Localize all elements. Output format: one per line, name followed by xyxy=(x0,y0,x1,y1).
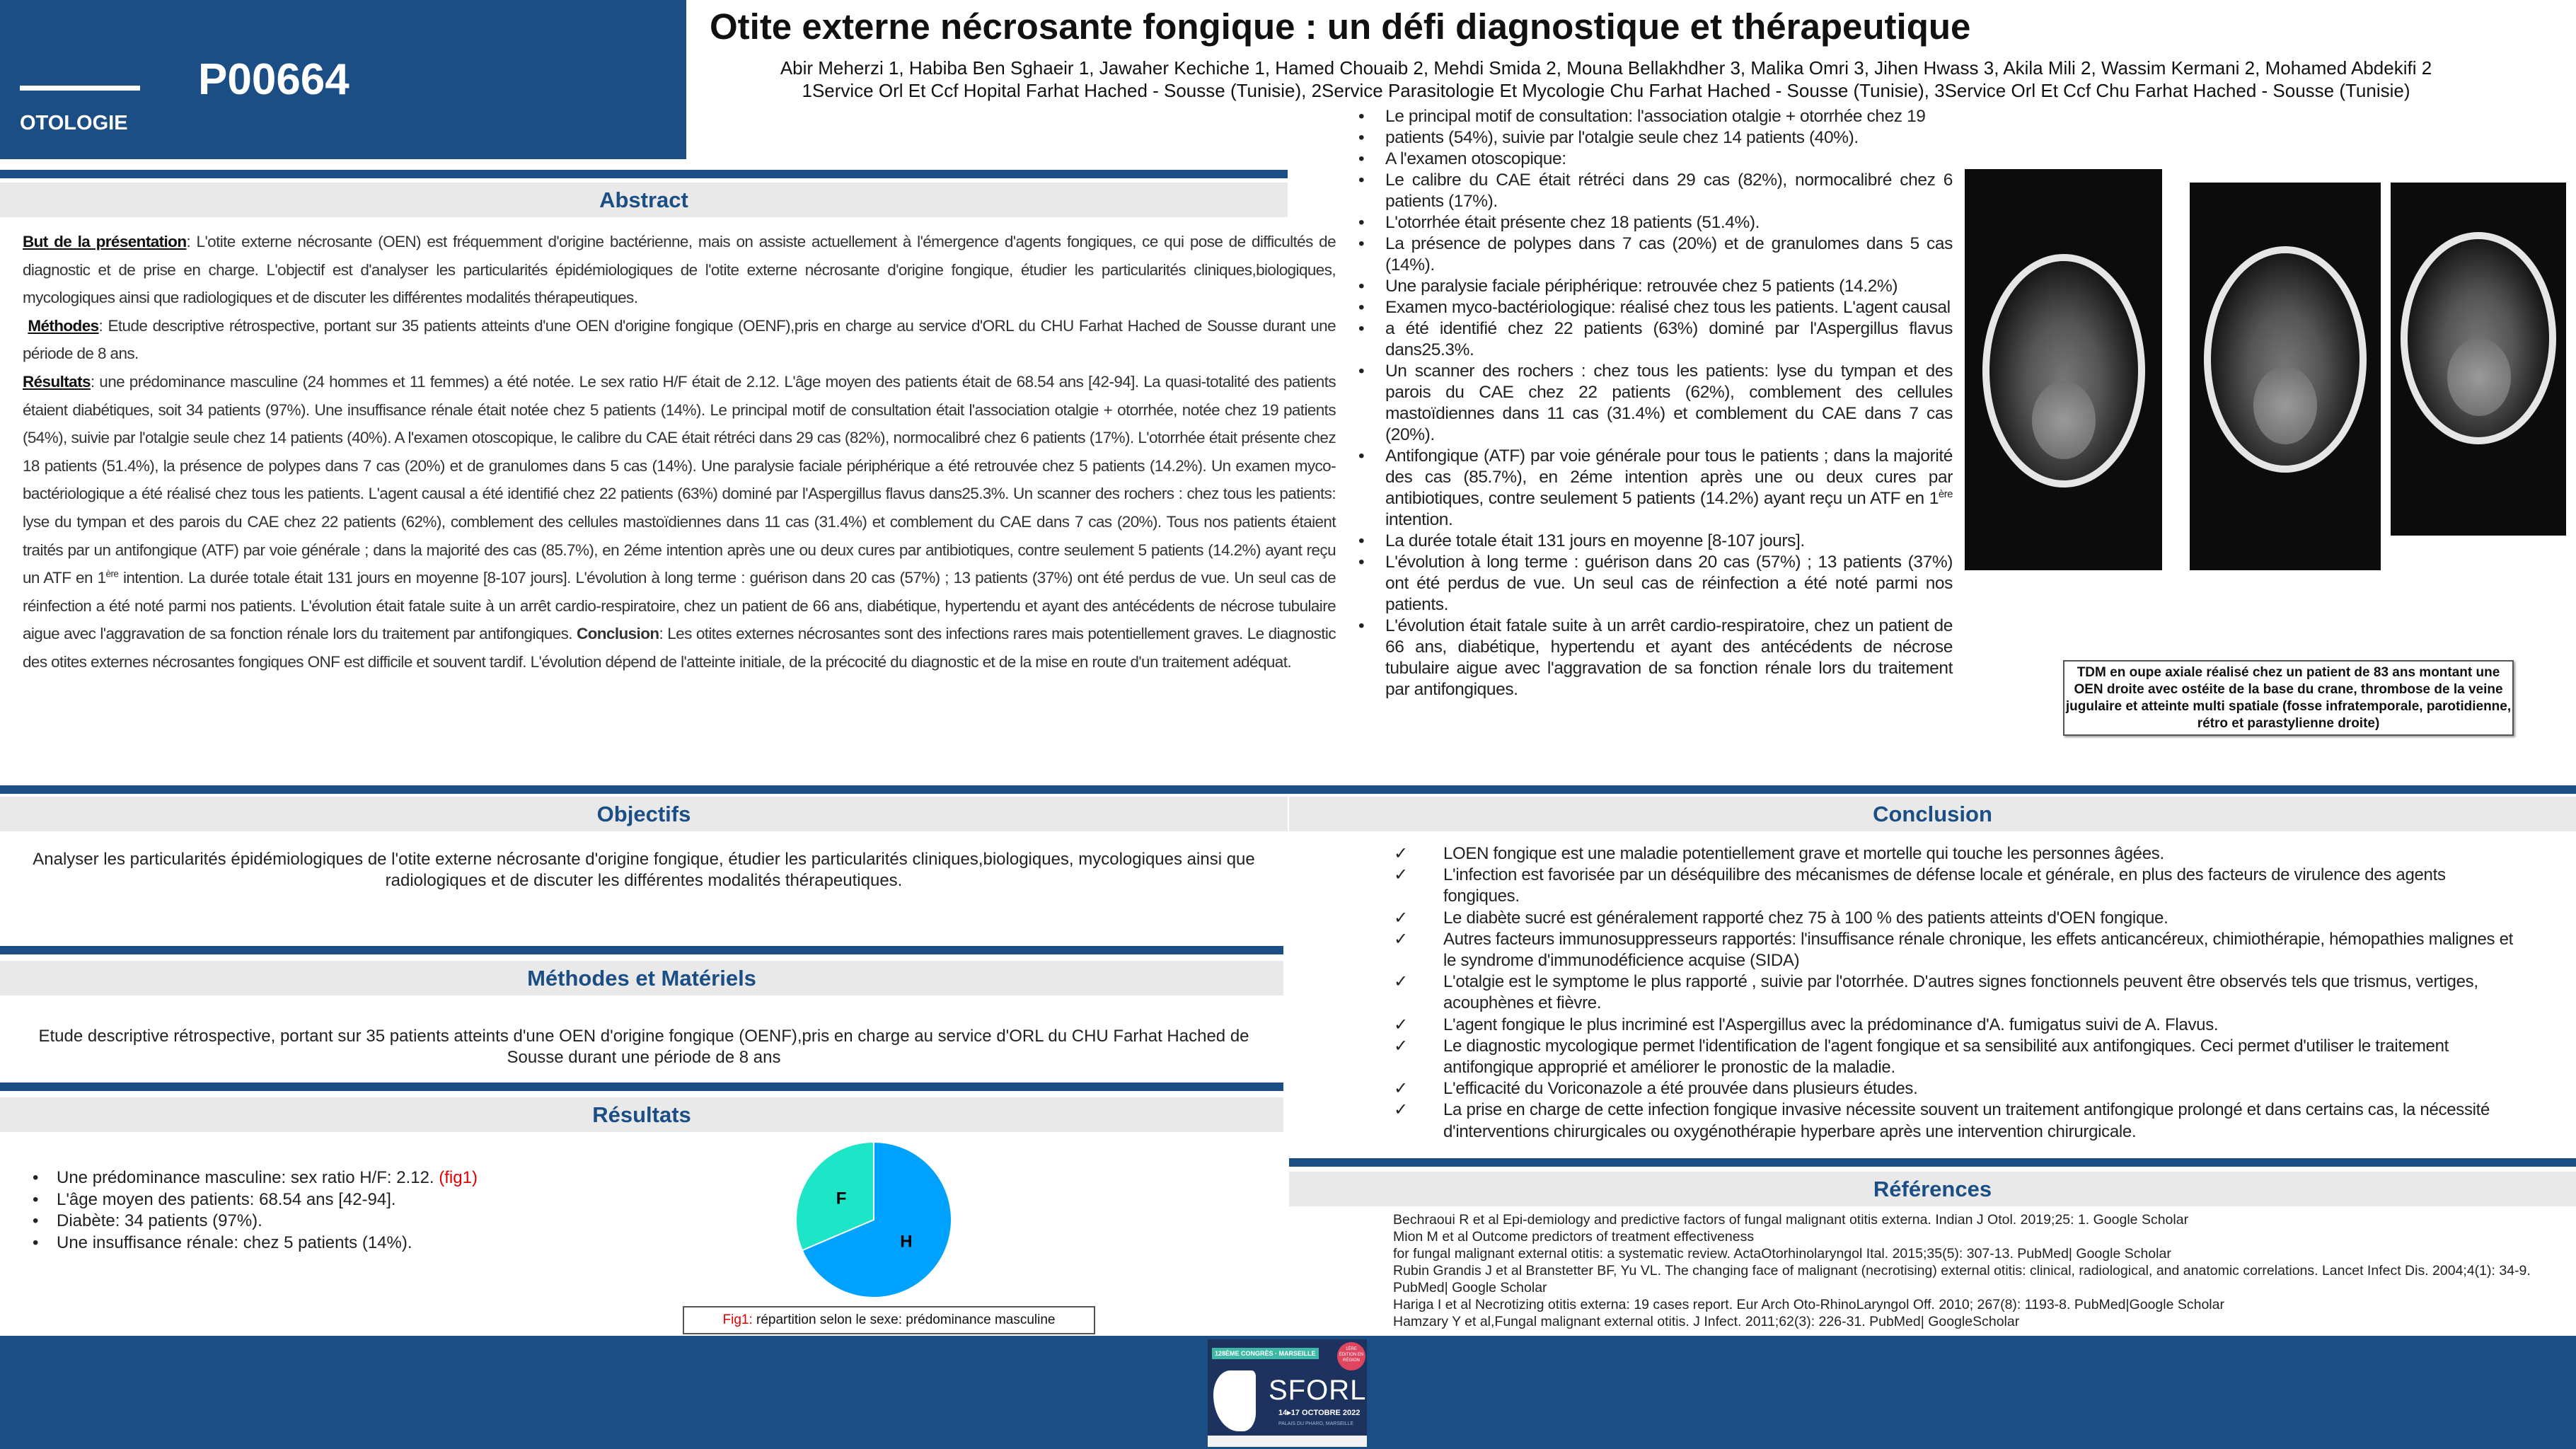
list-item: ✓ Le diabète sucré est généralement rapporté chez 75 à 100 % des patients atteints d'OEN fongique. xyxy=(1394,908,2526,929)
list-item: • Le principal motif de consultation: l'association otalgie + otorrhée chez 19 xyxy=(1358,106,1953,127)
section-bar xyxy=(0,1083,1283,1091)
ct-scan-image-1 xyxy=(1965,169,2162,570)
pie-label-f: F xyxy=(836,1189,847,1208)
list-item: ✓ L'otalgie est le symptome le plus rapporté , suivie par l'otorrhée. D'autres signes fonctionnels peuvent être observés tels que trismus, vertiges, acouphènes et fièvre. xyxy=(1394,971,2526,1014)
methodes-text: : Etude descriptive rétrospective, portant sur 35 patients atteints d'une OEN d'origine fongique (OENF),pris en charge au service d'ORL du CHU Farhat Hached de Sousse durant une période de 8 ans. xyxy=(23,316,1336,363)
objectifs-text: Analyser les particularités épidémiologiques de l'otite externe nécrosante d'origine fongique, étudier les particularités cliniques,biologiques, mycologiques ainsi que radiologiques et de discuter les différentes modalités thérapeutiques. xyxy=(33,850,1255,890)
resultats-label: Résultats xyxy=(23,372,91,391)
affiliations: 1Service Orl Et Ccf Hopital Farhat Hached - Sousse (Tunisie), 2Service Parasitologie Et Mycologie Chu Farhat Hached - Sousse (Tunisie), 3Service Orl Et Ccf Chu Farhat Hached - Sousse (Tunisie) xyxy=(802,80,2410,101)
abstract-text xyxy=(23,228,1336,676)
list-item: ✓ L'infection est favorisée par un déséquilibre des mécanismes de défense locale et générale, en plus des facteurs de virulence des agents fongiques. xyxy=(1394,865,2526,907)
results-detail-list xyxy=(1358,106,1953,700)
superscript: ère xyxy=(1938,488,1953,500)
list-item: ✓ LOEN fongique est une maladie potentiellement grave et mortelle qui touche les personnes âgées. xyxy=(1394,843,2526,865)
abstract-heading: Abstract xyxy=(0,183,1288,217)
header-divider xyxy=(20,86,140,91)
logo-badge: 1ÈRE ÉDITION EN RÉGION xyxy=(1337,1342,1365,1370)
references-list xyxy=(1393,1211,2568,1330)
list-item xyxy=(33,1167,478,1189)
list-item: ✓ L'efficacité du Voriconazole a été prouvée dans plusieurs études. xyxy=(1394,1078,2526,1099)
logo-name: SFORL xyxy=(1269,1375,1367,1406)
list-item: • Le calibre du CAE était rétréci dans 29 cas (82%), normocalibré chez 6 patients (17%). xyxy=(1358,170,1953,212)
objectifs-heading: Objectifs xyxy=(0,797,1288,831)
fig-caption-text: répartition selon le sexe: prédominance masculine xyxy=(752,1312,1056,1327)
list-item: ✓ Autres facteurs immunosuppresseurs rapportés: l'insuffisance rénale chronique, les effets anticancéreux, chimiothérapie, hémopathies malignes et le syndrome d'immunodéficience acquise (SIDA) xyxy=(1394,929,2526,971)
fig-caption xyxy=(683,1306,1095,1334)
resultats-text-cont: intention. La durée totale était 131 jours en moyenne [8-107 jours]. L'évolution à long terme : guérison dans 20 cas (57%) ; 13 patients (37%) ont été perdus de vue. Un seul cas de réinfection a été noté parmi nos patients. L'évolution était fatale suite à un arrêt cardio-respiratoire, chez un patient de 66 ans, diabétique, hypertendu et ayant des antécédents de nécrose tubulaire aigue avec l'aggravation de sa fonction rénale lors du traitement par antifongiques. xyxy=(23,569,1336,643)
section-bar xyxy=(0,785,2576,794)
ct-caption: TDM en oupe axiale réalisé chez un patient de 83 ans montant une OEN droite avec ostéite de la base du crane, thrombose de la veine jugulaire et atteinte multi spatiale (fosse infratemporale, parotidienne, rétro et parastylienne droite) xyxy=(2063,660,2514,736)
list-item-text: Une prédominance masculine: sex ratio H/F: 2.12. xyxy=(57,1168,439,1187)
reference-line: Rubin Grandis J et al Branstetter BF, Yu VL. The changing face of malignant (necrotising) external otitis: clinical, radiological, and anatomic correlations. Lancet Infect Dis. 2004;4(1): 34-9. xyxy=(1393,1263,2531,1278)
reference-line: Mion M et al Outcome predictors of treatment effectiveness xyxy=(1393,1229,1755,1245)
authors: Abir Meherzi 1, Habiba Ben Sghaeir 1, Jawaher Kechiche 1, Hamed Chouaib 2, Mehdi Smida 2, Mouna Bellakhdher 3, Malika Omri 3, Jihen Hwass 3, Akila Mili 2, Wassim Kermani 2, Mohamed Abdekifi 2 xyxy=(780,57,2432,79)
section-bar xyxy=(0,946,1283,954)
list-item: • La présence de polypes dans 7 cas (20%) et de granulomes dans 5 cas (14%). xyxy=(1358,233,1953,276)
sforl-congress-logo xyxy=(1208,1339,1367,1447)
logo-venue: PALAIS DU PHARO, MARSEILLE xyxy=(1278,1421,1354,1426)
but-text: : L'otite externe nécrosante (OEN) est fréquemment d'origine bactérienne, mais on assiste actuellement à l'émergence d'agents fongiques, ce qui pose de difficultés de diagnostic et de prise en charge. L'objectif est d'analyser les particularités épidémiologiques de l'otite externe nécrosante d'origine fongique, étudier les particularités cliniques,biologiques, mycologiques ainsi que radiologiques et de discuter les différentes modalités thérapeutiques. xyxy=(23,233,1336,307)
list-item: • Une insuffisance rénale: chez 5 patients (14%). xyxy=(33,1232,478,1254)
section-bar xyxy=(0,170,1288,178)
list-item: • Diabète: 34 patients (97%). xyxy=(33,1211,478,1232)
results-summary-list xyxy=(33,1167,478,1254)
superscript: ère xyxy=(105,568,119,579)
sex-distribution-pie-chart xyxy=(789,1135,959,1305)
reference-line: Hariga I et al Necrotizing otitis externa: 19 cases report. Eur Arch Oto-RhinoLaryngol Off. 2010; 267(8): 1193-8. PubMed|Google Scholar xyxy=(1393,1297,2224,1312)
poster-title: Otite externe nécrosante fongique : un défi diagnostique et thérapeutique xyxy=(710,6,1971,47)
list-item-text: Antifongique (ATF) par voie générale pour tous le patients ; dans la majorité des cas (85.7%), en 2éme intention après une ou deux cures par antibiotiques, contre seulement 5 patients (14.2%) ayant reçu un ATF en 1 xyxy=(1385,446,1953,508)
conclusion-heading: Conclusion xyxy=(1289,797,2576,831)
methodes-heading: Méthodes et Matériels xyxy=(0,961,1283,995)
pie-label-h: H xyxy=(900,1232,913,1252)
logo-bottom-strip xyxy=(1208,1436,1367,1447)
category-label: OTOLOGIE xyxy=(20,112,128,134)
conclusion-label: Conclusion xyxy=(577,625,659,643)
ct-scan-image-2 xyxy=(2190,183,2381,570)
ct-scan-image-3 xyxy=(2391,183,2566,536)
list-item: • L'âge moyen des patients: 68.54 ans [42-94]. xyxy=(33,1189,478,1211)
list-item: • L'otorrhée était présente chez 18 patients (51.4%). xyxy=(1358,212,1953,233)
list-item-tail: intention. xyxy=(1385,510,1453,529)
but-label: But de la présentation xyxy=(23,233,187,250)
list-item: • Une paralysie faciale périphérique: retrouvée chez 5 patients (14.2%) xyxy=(1358,276,1953,297)
list-item: • L'évolution était fatale suite à un arrêt cardio-respiratoire, chez un patient de 66 ans, diabétique, hypertendu et ayant des antécédents de nécrose tubulaire aigue avec l'aggravation de sa fonction rénale lors du traitement par antifongiques. xyxy=(1358,616,1953,700)
list-item: ✓ Le diagnostic mycologique permet l'identification de l'agent fongique et sa sensibilité aux antifongiques. Ceci permet d'utiliser le traitement antifongique approprié et améliorer le pronostic de la maladie. xyxy=(1394,1036,2526,1078)
reference-line: PubMed| Google Scholar xyxy=(1393,1280,1547,1295)
fig-reference: (fig1) xyxy=(439,1168,478,1187)
face-silhouette-icon xyxy=(1213,1370,1256,1431)
list-item: • A l'examen otoscopique: xyxy=(1358,149,1953,170)
resultats-heading: Résultats xyxy=(0,1097,1283,1132)
fig-caption-label: Fig1: xyxy=(722,1312,753,1327)
list-item: • L'évolution à long terme : guérison dans 20 cas (57%) ; 13 patients (37%) ont été perdus de vue. Un seul cas de réinfection a été noté parmi nos patients. xyxy=(1358,552,1953,616)
authors-block xyxy=(707,57,2505,102)
section-bar xyxy=(1289,1158,2576,1167)
list-item xyxy=(1358,446,1953,531)
list-item: • patients (54%), suivie par l'otalgie seule chez 14 patients (40%). xyxy=(1358,127,1953,149)
list-item: • Examen myco-bactériologique: réalisé chez tous les patients. L'agent causal xyxy=(1358,297,1953,318)
list-item: • La durée totale était 131 jours en moyenne [8-107 jours]. xyxy=(1358,531,1953,552)
methodes-label: Méthodes xyxy=(28,316,99,335)
list-item: ✓ L'agent fongique le plus incriminé est l'Aspergillus avec la prédominance d'A. fumigatus suivi de A. Flavus. xyxy=(1394,1015,2526,1036)
conclusion-text: : Les otites externes nécrosantes sont des infections rares mais potentiellement graves. Le diagnostic des otites externes nécrosantes fongiques ONF est difficile et souvent tardif. L'évolution dépend de l'atteinte initiale, de la précocité du diagnostic et de la mise en route d'un traitement adéquat. xyxy=(23,625,1336,671)
conclusion-list xyxy=(1394,843,2526,1143)
references-heading: Références xyxy=(1289,1172,2576,1206)
list-item: ✓ La prise en charge de cette infection fongique invasive nécessite souvent un traitement antifongique prolongé et dans certains cas, la nécessité d'interventions chirurgicales ou oxygénothérapie hyperbare après une intervention chirurgicale. xyxy=(1394,1099,2526,1142)
reference-line: Hamzary Y et al,Fungal malignant external otitis. J Infect. 2011;62(3): 226-31. PubMed| GoogleScholar xyxy=(1393,1314,2020,1329)
list-item: • Un scanner des rochers : chez tous les patients: lyse du tympan et des parois du CAE chez 22 patients (62%), comblement des cellules mastoïdiennes dans 11 cas (31.4%) et comblement du CAE dans 7 cas (20%). xyxy=(1358,361,1953,446)
logo-banner: 128ÈME CONGRÈS · MARSEILLE xyxy=(1212,1348,1319,1359)
list-item: • a été identifié chez 22 patients (63%) dominé par l'Aspergillus flavus dans25.3%. xyxy=(1358,318,1953,361)
resultats-text: : une prédominance masculine (24 hommes et 11 femmes) a été notée. Le sex ratio H/F était de 2.12. L'âge moyen des patients était de 68.54 ans [42-94]. La quasi-totalité des patients étaient diabétiques, soit 34 patients (97%). Une insuffisance rénale était notée chez 5 patients (14%). Le principal motif de consultation était l'association otalgie + otorrhée, notée chez 19 patients (54%), suivie par l'otalgie seule chez 14 patients (40%). A l'examen otoscopique, le calibre du CAE était rétréci dans 29 cas (82%), normocalibré chez 6 patients (17%). L'otorrhée était présente chez 18 patients (51.4%), la présence de polypes dans 7 cas (20%) et de granulomes dans 5 cas (14%). Une paralysie faciale périphérique a été retrouvée chez 5 patients (14.2%). Un examen myco-bactériologique a été réalisé chez tous les patients. L'agent causal a été identifié chez 22 patients (63%) dominé par l'Aspergillus flavus dans25.3%. Un scanner des rochers : chez tous les patients: lyse du tympan et des parois du CAE chez 22 patients (62%), comblement des cellules mastoïdiennes dans 11 cas (31.4%) et comblement du CAE dans 7 cas (20%). Tous nos patients étaient traités par un antifongique (ATF) par voie générale ; dans la majorité des cas (85.7%), en 2éme intention après une ou deux cures par antibiotiques, contre seulement 5 patients (14.2%) ayant reçu un ATF en 1 xyxy=(23,372,1336,587)
logo-dates: 14▸17 OCTOBRE 2022 xyxy=(1278,1409,1361,1417)
reference-line: for fungal malignant external otitis: a systematic review. ActaOtorhinolaryngol Ital. 2015;35(5): 307-13. PubMed| Google Scholar xyxy=(1393,1246,2171,1262)
reference-line: Bechraoui R et al Epi-demiology and predictive factors of fungal malignant otitis externa. Indian J Otol. 2019;25: 1. Google Scholar xyxy=(1393,1212,2189,1228)
methodes-text: Etude descriptive rétrospective, portant sur 35 patients atteints d'une OEN d'origine fongique (OENF),pris en charge au service d'ORL du CHU Farhat Hached de Sousse durant une période de 8 ans xyxy=(38,1027,1249,1067)
poster-id: P00664 xyxy=(198,55,350,104)
